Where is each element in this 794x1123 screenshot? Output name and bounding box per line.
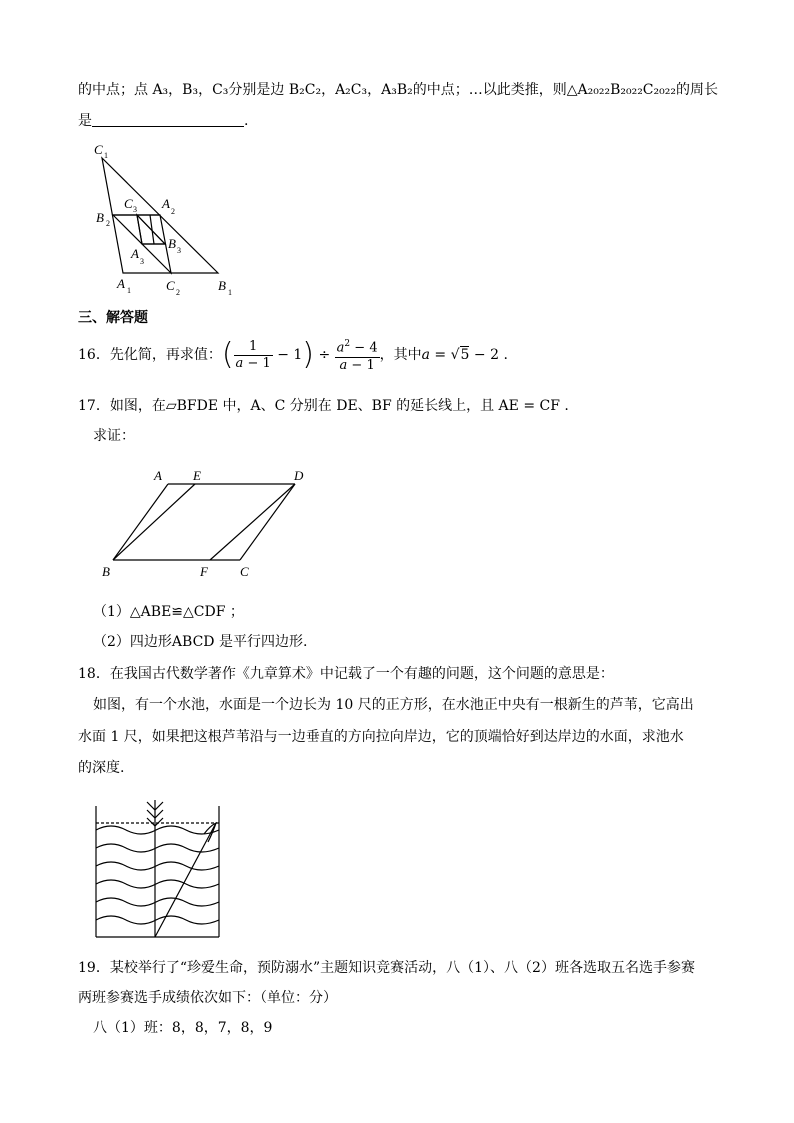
fraction-1-over-a-1: $\frac{1}{a - 1}$	[235, 338, 271, 371]
q18-number: 18．	[78, 666, 110, 682]
label-A3-sub: 3	[140, 257, 144, 266]
q15-suffix: .	[244, 113, 249, 129]
q16: 16．先化简，再求值：( $\frac{1}{a - 1}$ − 1) ÷ $\frac{a^2 - 4}{a - 1}$ ，其中a = √5 − 2 .	[78, 337, 508, 373]
q17-part2: （2）四边形ABCD 是平行四边形.	[93, 634, 308, 650]
label-B2: B	[96, 210, 104, 225]
label-B2-sub: 2	[106, 219, 110, 228]
label-A3: A	[131, 246, 139, 261]
q16-text-before: 先化简，再求值：	[109, 347, 222, 363]
label-B1: B	[218, 278, 226, 293]
label-A2-sub: 2	[171, 207, 175, 216]
label-B3: B	[168, 236, 176, 251]
q19-class1-scores: 八（1）班：8，8，7，8，9	[93, 1020, 273, 1036]
label-C: C	[240, 564, 249, 579]
label-B3-sub: 3	[177, 246, 181, 255]
q17-statement: 如图，在▱BFDE 中，A、C 分别在 DE、BF 的延长线上，且 AE = CF .	[109, 398, 569, 414]
q17-part1: （1）△ABE≌△CDF ；	[93, 604, 244, 620]
label-C1-sub: 1	[104, 151, 108, 160]
q19-line2: 两班参赛选手成绩依次如下：（单位：分）	[78, 990, 337, 1006]
label-B1-sub: 1	[228, 288, 232, 297]
q18-line2: 如图，有一个水池，水面是一个边长为 10 尺的正方形，在水池正中央有一根新生的芦苇，它高出	[93, 697, 694, 713]
q19-line1	[78, 958, 695, 978]
q18-line3: 水面 1 尺，如果把这根芦苇沿与一边垂直的方向拉向岸边，它的顶端恰好到达岸边的水面，求池水	[78, 729, 684, 745]
q15-text-line1: 的中点；点 A₃，B₃，C₃分别是边 B₂C₂，A₂C₃，A₃B₂的中点；…以此类推，则△A₂₀₂₂B₂₀₂₂C₂₀₂₂的周长	[78, 82, 718, 98]
q17-prove: 求证：	[93, 428, 135, 444]
q16-text-middle: ，其中	[379, 347, 422, 363]
q18-text1: 在我国古代数学著作《九章算术》中记载了一个有趣的问题，这个问题的意思是：	[109, 666, 614, 682]
label-C2-sub: 2	[176, 288, 180, 297]
section-title: 三、解答题	[78, 310, 148, 326]
label-C2: C	[166, 278, 175, 293]
q16-text-end: .	[503, 347, 508, 363]
q19-text1: 某校举行了“珍爱生命，预防溺水”主题知识竞赛活动，八（1）、八（2）班各选取五名选手参赛	[109, 960, 695, 976]
fraction-a2-4-over-a-1: $\frac{a^2 - 4}{a - 1}$	[335, 336, 380, 373]
label-A1: A	[117, 276, 125, 291]
label-C1: C	[94, 142, 103, 157]
q17-number: 17．	[78, 398, 110, 414]
q18-line4: 的深度.	[78, 760, 125, 776]
q19-number: 19．	[78, 960, 110, 976]
label-A1-sub: 1	[127, 286, 131, 295]
label-F: F	[200, 564, 208, 579]
label-C3: C	[124, 196, 133, 211]
label-B: B	[102, 564, 110, 579]
q16-number: 16．	[78, 347, 110, 363]
label-D: D	[294, 468, 304, 483]
label-A: A	[154, 468, 162, 483]
q15-prefix: 是	[78, 113, 92, 129]
label-E: E	[193, 468, 201, 483]
label-A2: A	[162, 196, 170, 211]
label-C3-sub: 3	[133, 205, 137, 214]
